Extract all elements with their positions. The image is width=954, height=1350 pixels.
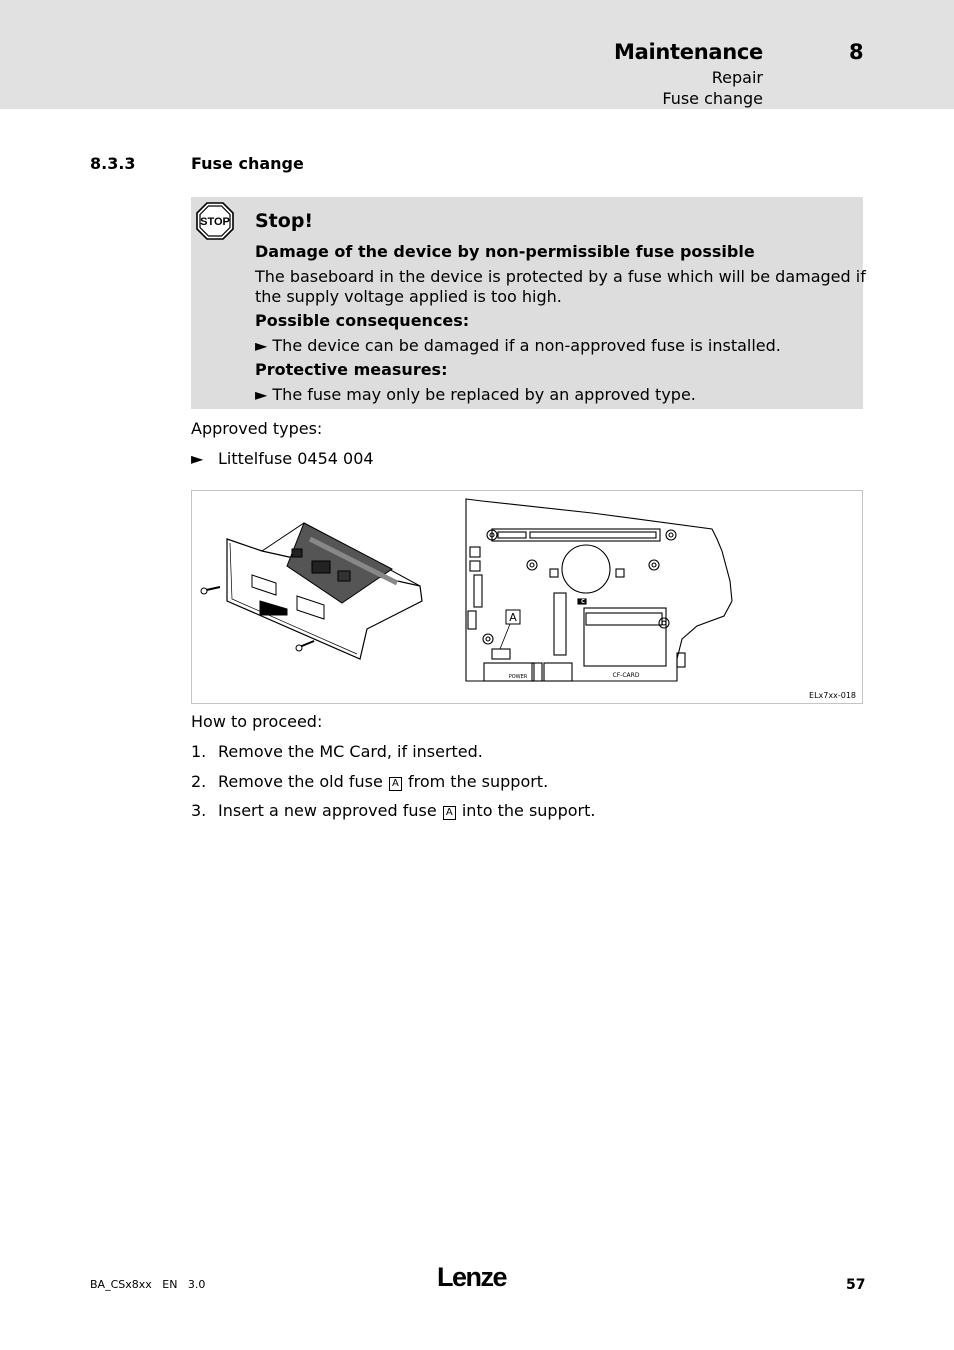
connector-c-label: C — [581, 599, 585, 605]
breadcrumb-fuse-change: Fuse change — [662, 89, 763, 108]
procedure-intro: How to proceed: — [191, 712, 323, 731]
consequence-text: The device can be damaged if a non-approved fuse is installed. — [272, 336, 781, 355]
step-2-number: 2. — [191, 772, 207, 791]
step-2-text — [218, 772, 548, 791]
fuse-location-drawing — [192, 491, 862, 703]
approved-type-item: Littelfuse 0454 004 — [218, 449, 374, 468]
cf-card-label: CF-CARD — [612, 672, 640, 679]
measure-item — [255, 385, 696, 405]
step-1-number: 1. — [191, 742, 207, 761]
stop-heading: Damage of the device by non-permissible fuse possible — [255, 242, 755, 261]
step-3-pre: Insert a new approved fuse — [218, 801, 437, 820]
section-number: 8.3.3 — [90, 154, 136, 173]
approved-types-label: Approved types: — [191, 419, 323, 438]
consequence-item — [255, 336, 781, 356]
fuse-location-figure — [191, 490, 863, 704]
stop-description-line-1: The baseboard in the device is protected by a fuse which will be damaged if — [255, 267, 866, 286]
breadcrumb-repair: Repair — [711, 68, 763, 87]
stop-sign-icon — [196, 202, 234, 244]
section-title: Fuse change — [191, 154, 304, 173]
stop-description-line-2: the supply voltage applied is too high. — [255, 287, 562, 306]
figure-caption: ELx7xx-018 — [809, 691, 856, 700]
stop-title: Stop! — [255, 210, 314, 232]
device-panel-illustration — [201, 523, 422, 659]
document-id: BA_CSx8xx EN 3.0 — [90, 1278, 206, 1291]
baseboard-illustration — [466, 499, 732, 681]
header-band — [0, 0, 954, 109]
chapter-title: Maintenance — [614, 40, 763, 64]
step-3-number: 3. — [191, 801, 207, 820]
step-3-text — [218, 801, 595, 820]
chapter-number: 8 — [849, 40, 864, 64]
page-number: 57 — [846, 1277, 866, 1293]
fuse-marker-a-icon: A — [443, 806, 456, 820]
bullet-arrow-icon: ► — [255, 336, 268, 355]
step-1-text: Remove the MC Card, if inserted. — [218, 742, 483, 761]
step-2-pre: Remove the old fuse — [218, 772, 383, 791]
step-2-post: from the support. — [407, 772, 549, 791]
power-label: POWER — [508, 674, 528, 680]
stop-warning-box — [191, 197, 866, 409]
bullet-arrow-icon: ► — [255, 385, 268, 404]
fuse-marker-a-icon: A — [389, 777, 402, 791]
lenze-logo: Lenze — [437, 1262, 507, 1292]
consequences-label: Possible consequences: — [255, 311, 470, 330]
step-3-post: into the support. — [461, 801, 596, 820]
approved-bullet-icon: ► — [191, 449, 204, 468]
svg-text:A: A — [509, 611, 517, 624]
measure-text: The fuse may only be replaced by an approved type. — [272, 385, 696, 404]
svg-text:STOP: STOP — [200, 216, 230, 228]
measures-label: Protective measures: — [255, 360, 448, 379]
